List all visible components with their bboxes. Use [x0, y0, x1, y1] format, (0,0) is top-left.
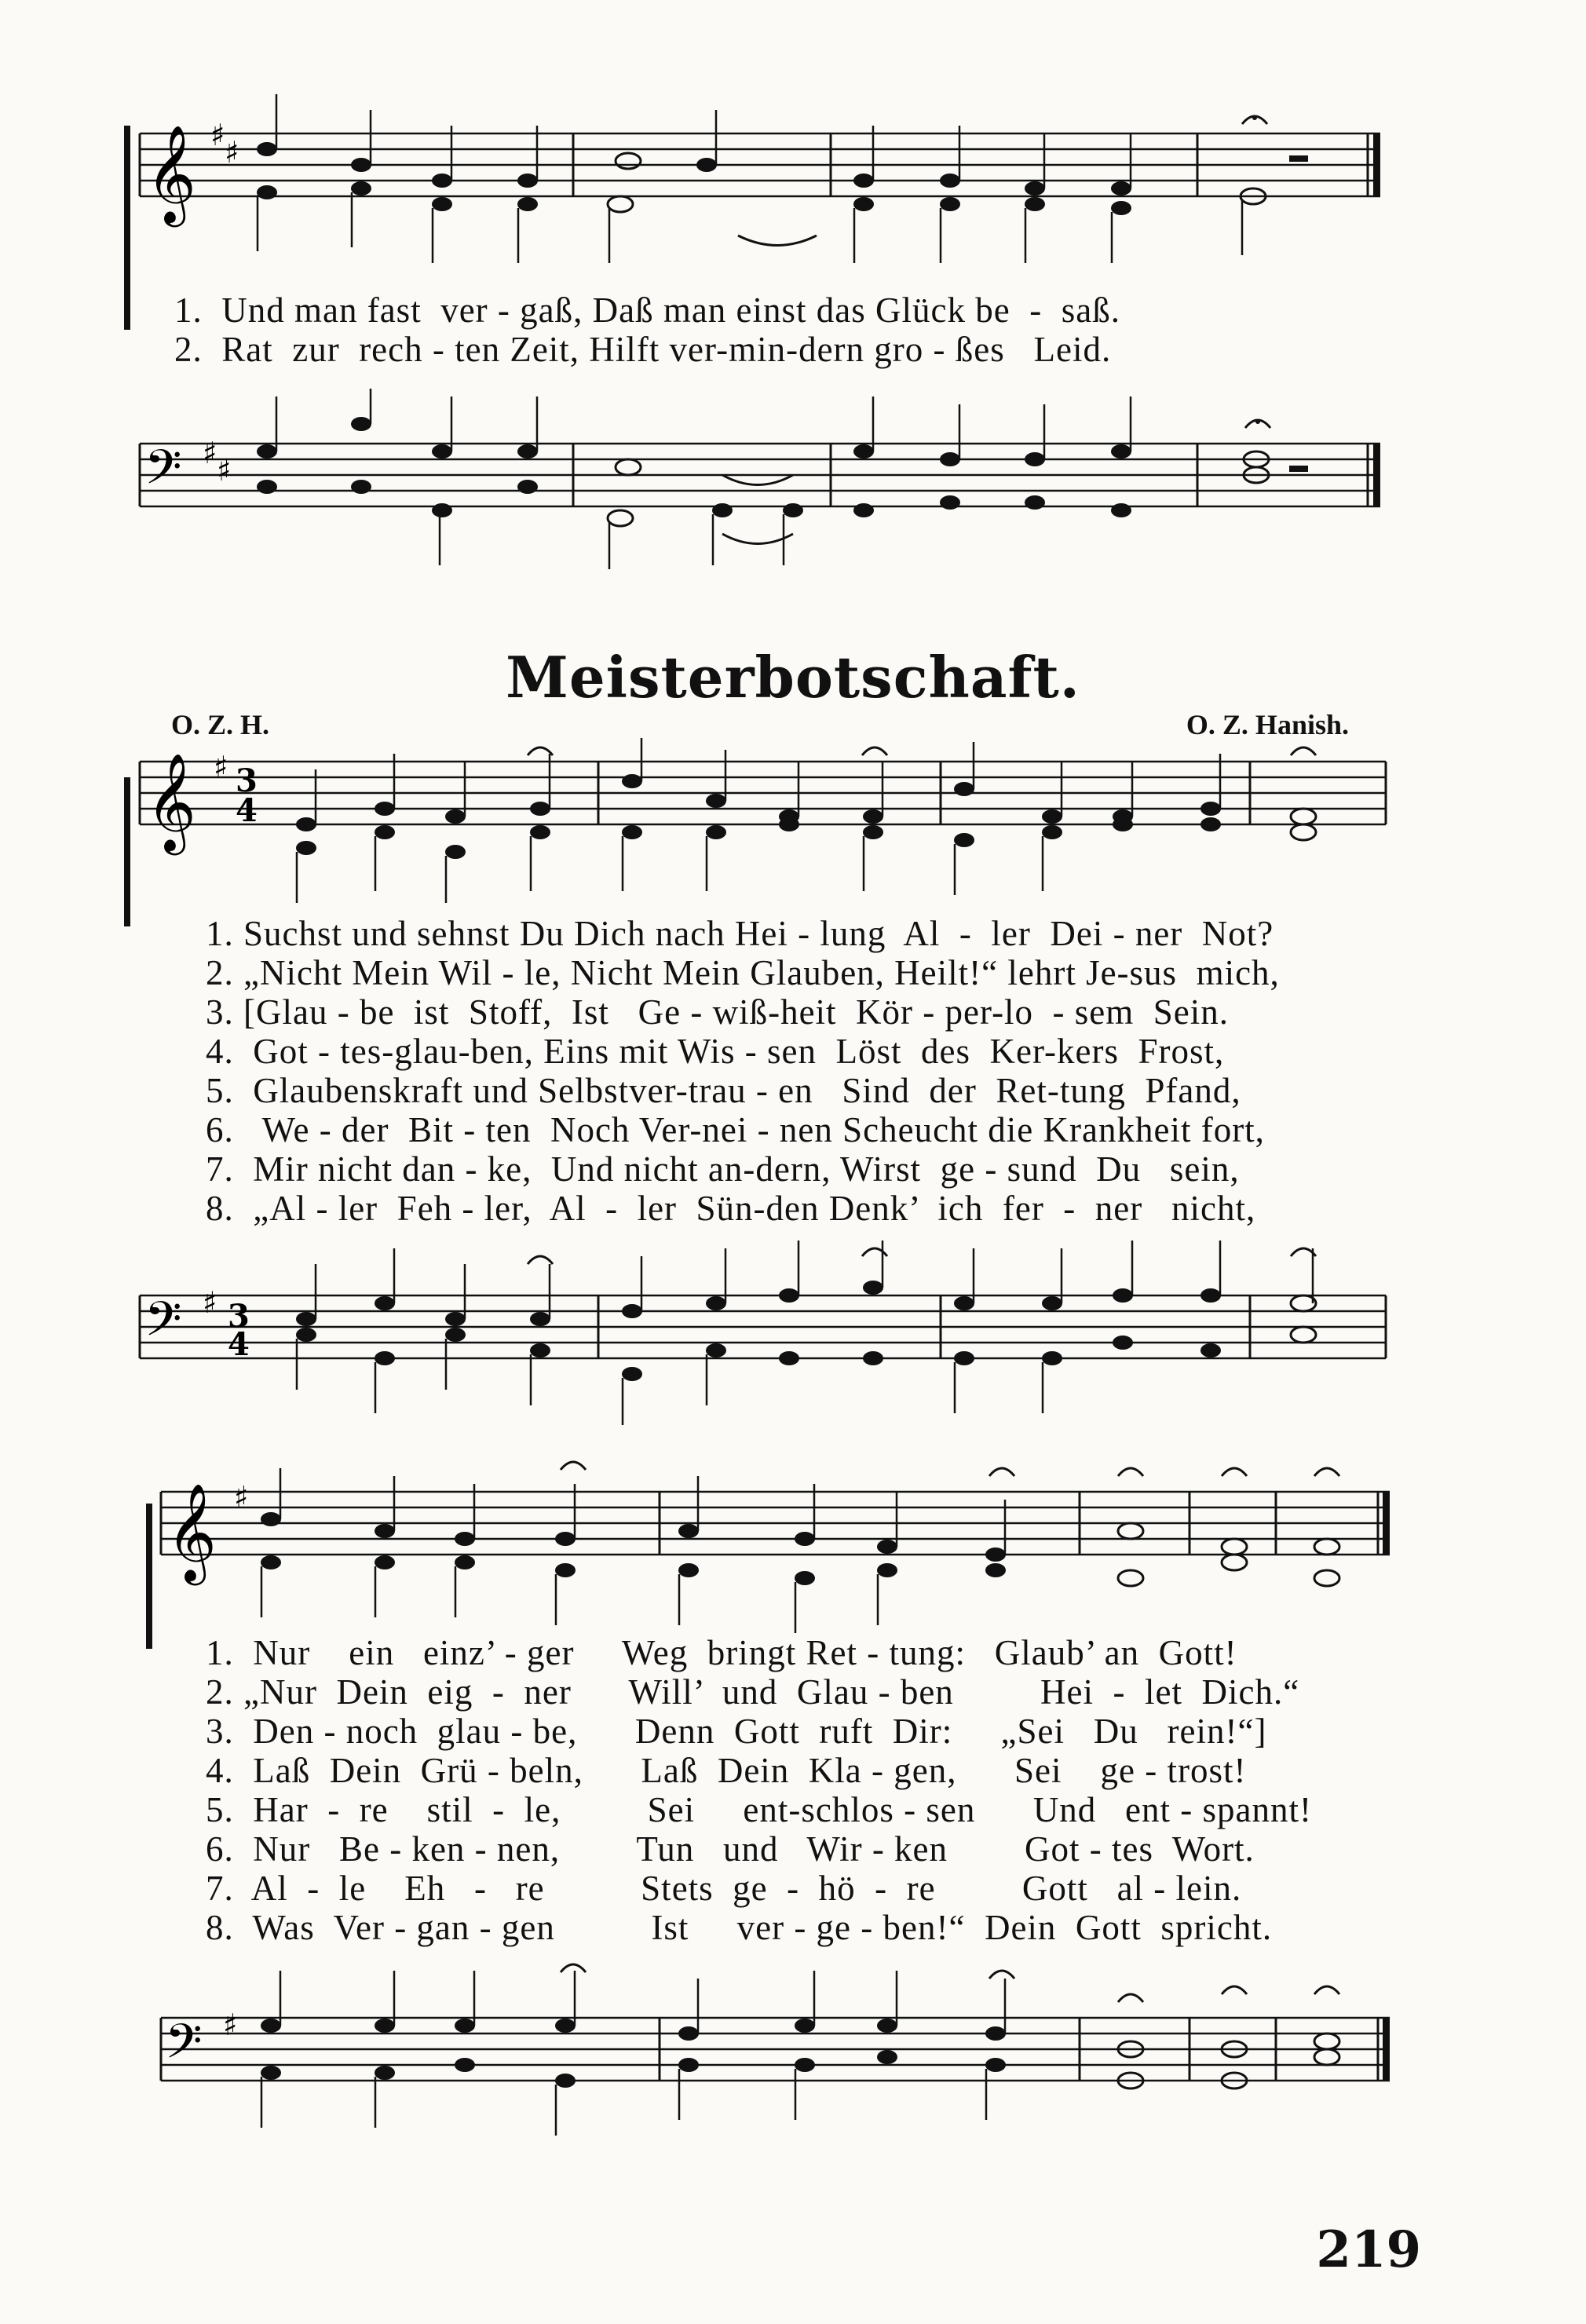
- top-fragment-lyrics-line-2: 2. Rat zur rech - ten Zeit, Hilft ver-min-dern gro - ßes Leid.: [174, 330, 1112, 369]
- svg-text:𝄞: 𝄞: [146, 753, 196, 851]
- svg-text:4: 4: [236, 792, 258, 829]
- svg-text:♯: ♯: [223, 2008, 238, 2042]
- verse-5-part2: 5. Har - re stil - le, Sei ent-schlos - sen Und ent - spannt!: [206, 1790, 1312, 1829]
- text-author: O. Z. H.: [171, 709, 270, 740]
- svg-text:𝄢: 𝄢: [165, 2014, 203, 2081]
- verse-3-part2: 3. Den - noch glau - be, Denn Gott ruft Dir: „Sei Du rein!“]: [206, 1712, 1267, 1751]
- svg-text:𝄞: 𝄞: [166, 1483, 217, 1581]
- verse-8-part2: 8. Was Ver - gan - gen Ist ver - ge - ben!“ Dein Gott spricht.: [206, 1908, 1273, 1947]
- verse-7-part2: 7. Al - le Eh - re Stets ge - hö - re Gott al - lein.: [206, 1869, 1242, 1908]
- svg-text:♯: ♯: [217, 453, 232, 488]
- composer: O. Z. Hanish.: [1186, 709, 1349, 740]
- system2-treble-staff: [0, 1452, 1586, 1649]
- verse-4-part1: 4. Got - tes-glau-ben, Eins mit Wis - sen Löst des Ker-kers Frost,: [206, 1032, 1225, 1071]
- svg-text:3: 3: [236, 762, 258, 799]
- page-number: 219: [1316, 2220, 1421, 2279]
- svg-text:♯: ♯: [234, 1480, 249, 1515]
- top-bass-staff: [0, 385, 1586, 589]
- system1-bass-staff: [0, 1233, 1586, 1437]
- verse-6-part1: 6. We - der Bit - ten Noch Ver-nei - nen Scheucht die Krankheit fort,: [206, 1110, 1265, 1149]
- verse-2-part2: 2. „Nur Dein eig - ner Will’ und Glau - ben Hei - let Dich.“: [206, 1672, 1300, 1712]
- verse-1-part2: 1. Nur ein einz’ - ger Weg bringt Ret - tung: Glaub’ an Gott!: [206, 1633, 1237, 1672]
- system1-treble-staff: [0, 738, 1586, 926]
- svg-text:♯: ♯: [210, 118, 225, 152]
- verse-6-part2: 6. Nur Be - ken - nen, Tun und Wir - ken Got - tes Wort.: [206, 1829, 1255, 1869]
- verse-8-part1: 8. „Al - ler Feh - ler, Al - ler Sün-den Denk’ ich fer - ner nicht,: [206, 1189, 1256, 1228]
- svg-text:𝄢: 𝄢: [144, 1292, 182, 1359]
- svg-text:𝄢: 𝄢: [144, 440, 182, 507]
- svg-text:4: 4: [228, 1326, 250, 1363]
- verse-2-part1: 2. „Nicht Mein Wil - le, Nicht Mein Glauben, Heilt!“ lehrt Je-sus mich,: [206, 953, 1280, 992]
- svg-text:♯: ♯: [214, 750, 228, 784]
- svg-text:♯: ♯: [203, 436, 217, 470]
- system2-bass-staff: [0, 1955, 1586, 2191]
- svg-text:♯: ♯: [203, 1285, 217, 1320]
- svg-text:3: 3: [228, 1298, 250, 1335]
- verse-1-part1: 1. Suchst und sehnst Du Dich nach Hei - lung Al - ler Dei - ner Not?: [206, 914, 1274, 953]
- verse-4-part2: 4. Laß Dein Grü - beln, Laß Dein Kla - gen, Sei ge - trost!: [206, 1751, 1247, 1790]
- verse-5-part1: 5. Glaubenskraft und Selbstver-trau - en Sind der Ret-tung Pfand,: [206, 1071, 1241, 1110]
- verse-7-part1: 7. Mir nicht dan - ke, Und nicht an-dern, Wirst ge - sund Du sein,: [206, 1149, 1240, 1189]
- hymn-title: Meisterbotschaft.: [506, 644, 1080, 711]
- top-fragment-lyrics-line-1: 1. Und man fast ver - gaß, Daß man einst das Glück be - saß.: [174, 290, 1120, 330]
- svg-text:𝄞: 𝄞: [146, 125, 196, 223]
- verse-3-part1: 3. [Glau - be ist Stoff, Ist Ge - wiß-heit Kör - per-lo - sem Sein.: [206, 992, 1230, 1032]
- svg-text:♯: ♯: [225, 135, 239, 170]
